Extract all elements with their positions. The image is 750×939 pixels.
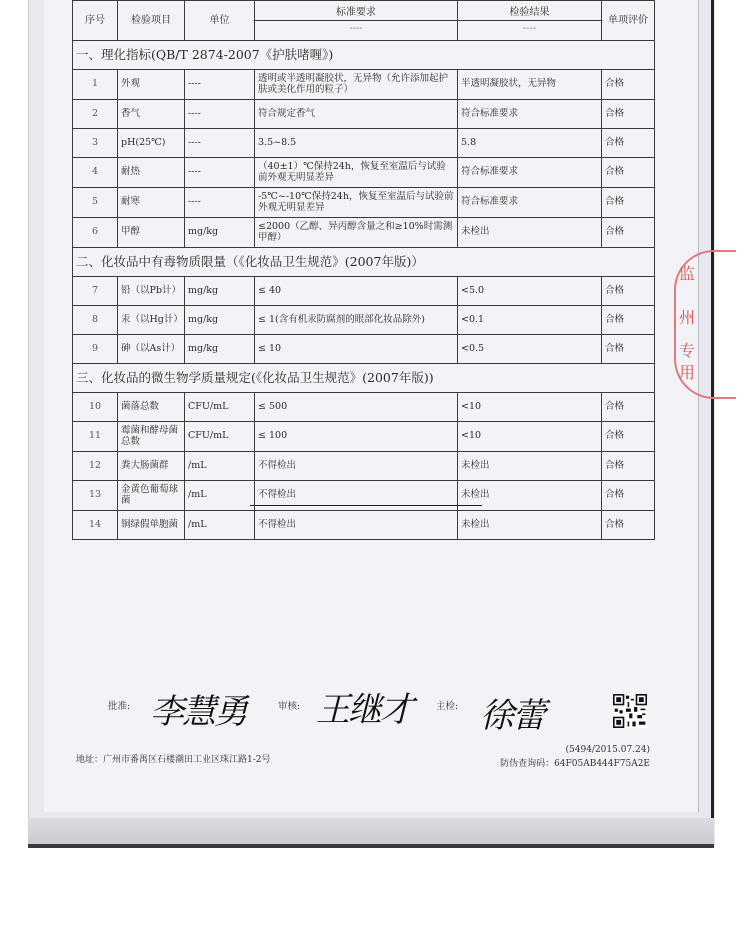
row-evaluation: 合格 xyxy=(602,100,655,129)
row-number: 4 xyxy=(73,158,118,188)
review-label: 审核: xyxy=(278,701,301,712)
inspect-signature: 徐蕾 xyxy=(480,696,544,736)
row-result: 半透明凝胶状，无异物 xyxy=(458,70,602,100)
row-evaluation: 合格 xyxy=(602,393,655,422)
row-unit: ---- xyxy=(185,188,255,218)
scan-edge xyxy=(711,0,714,848)
row-number: 3 xyxy=(73,129,118,158)
header-result-label: 检验结果 xyxy=(509,6,550,18)
row-unit: CFU/mL xyxy=(185,393,255,422)
section-header-row xyxy=(73,41,655,70)
section-header-row xyxy=(73,364,655,393)
end-of-table-line xyxy=(250,505,482,506)
row-standard: 透明或半透明凝胶状，无异物（允许添加起护肤或美化作用的粒子） xyxy=(255,70,458,100)
row-standard: ≤ 1(含有机汞防腐剂的眼部化妆品除外) xyxy=(255,306,458,335)
row-result: <0.5 xyxy=(458,335,602,364)
row-unit: mg/kg xyxy=(185,306,255,335)
row-item: 外观 xyxy=(118,70,185,100)
row-result: <0.1 xyxy=(458,306,602,335)
section-title: 一、理化指标(QB/T 2874-2007《护肤啫喱》) xyxy=(73,41,655,70)
stamp-char-3: 专用 xyxy=(678,340,695,383)
row-item: 耐热 xyxy=(118,158,185,188)
row-result: 5.8 xyxy=(458,129,602,158)
row-standard: -5℃~-10℃保持24h，恢复至室温后与试验前外观无明显差异 xyxy=(255,188,458,218)
table-row xyxy=(73,158,655,188)
row-unit: mg/kg xyxy=(185,335,255,364)
row-result: 符合标准要求 xyxy=(458,158,602,188)
row-evaluation: 合格 xyxy=(602,218,655,248)
row-number: 9 xyxy=(73,335,118,364)
table-row xyxy=(73,511,655,540)
header-unit: 单位 xyxy=(185,1,255,41)
row-number: 8 xyxy=(73,306,118,335)
header-standard-label: 标准要求 xyxy=(336,6,376,18)
table-row xyxy=(73,70,655,100)
table-row xyxy=(73,422,655,452)
table-header-row xyxy=(73,1,655,41)
row-evaluation: 合格 xyxy=(602,452,655,481)
row-item: 铅（以Pb计） xyxy=(118,277,185,306)
row-standard: 不得检出 xyxy=(255,511,458,540)
row-unit: ---- xyxy=(185,158,255,188)
scan-bottom-shadow xyxy=(28,844,714,848)
row-standard: ≤ 10 xyxy=(255,335,458,364)
row-unit: ---- xyxy=(185,70,255,100)
row-unit: mg/kg xyxy=(185,277,255,306)
qr-code-icon xyxy=(613,694,647,728)
row-result: 符合标准要求 xyxy=(458,188,602,218)
row-number: 12 xyxy=(73,452,118,481)
row-item: 耐寒 xyxy=(118,188,185,218)
row-result: 未检出 xyxy=(458,511,602,540)
row-result: 未检出 xyxy=(458,218,602,248)
row-unit: ---- xyxy=(185,100,255,129)
row-standard: ≤2000（乙醇、异丙醇含量之和≥10%时需测甲醇） xyxy=(255,218,458,248)
row-result: 未检出 xyxy=(458,481,602,511)
row-number: 5 xyxy=(73,188,118,218)
row-number: 7 xyxy=(73,277,118,306)
approve-label: 批准: xyxy=(108,701,131,712)
row-unit: /mL xyxy=(185,481,255,511)
row-standard: 符合规定香气 xyxy=(255,100,458,129)
table-row xyxy=(73,277,655,306)
row-item: 霉菌和酵母菌总数 xyxy=(118,422,185,452)
table-row xyxy=(73,306,655,335)
row-standard: （40±1）℃保持24h，恢复至室温后与试验前外观无明显差异 xyxy=(255,158,458,188)
row-standard: ≤ 500 xyxy=(255,393,458,422)
section-header-row xyxy=(73,248,655,277)
row-standard: 不得检出 xyxy=(255,481,458,511)
row-item: 金黄色葡萄球菌 xyxy=(118,481,185,511)
row-number: 13 xyxy=(73,481,118,511)
section-title: 三、化妆品的微生物学质量规定(《化妆品卫生规范》(2007年版)) xyxy=(73,364,655,393)
row-number: 2 xyxy=(73,100,118,129)
row-standard: ≤ 40 xyxy=(255,277,458,306)
stamp-char-2: 州 xyxy=(678,308,695,328)
row-item: 菌落总数 xyxy=(118,393,185,422)
row-result: <10 xyxy=(458,393,602,422)
row-result: <10 xyxy=(458,422,602,452)
row-evaluation: 合格 xyxy=(602,335,655,364)
red-stamp xyxy=(672,253,702,393)
row-standard: 不得检出 xyxy=(255,452,458,481)
row-evaluation: 合格 xyxy=(602,481,655,511)
row-evaluation: 合格 xyxy=(602,129,655,158)
row-evaluation: 合格 xyxy=(602,277,655,306)
section-title: 二、化妆品中有毒物质限量（《化妆品卫生规范》(2007年版)） xyxy=(73,248,655,277)
table-row xyxy=(73,393,655,422)
row-evaluation: 合格 xyxy=(602,70,655,100)
row-number: 11 xyxy=(73,422,118,452)
header-evaluation: 单项评价 xyxy=(602,1,655,41)
row-item: 汞（以Hg计） xyxy=(118,306,185,335)
row-evaluation: 合格 xyxy=(602,422,655,452)
report-code: (5494/2015.07.24) xyxy=(565,745,650,755)
row-number: 1 xyxy=(73,70,118,100)
table-row xyxy=(73,100,655,129)
row-item: 铜绿假单胞菌 xyxy=(118,511,185,540)
header-item: 检验项目 xyxy=(118,1,185,41)
address-text: 地址：广州市番禺区石楼潮田工业区珠江路1-2号 xyxy=(76,755,271,765)
table-row xyxy=(73,218,655,248)
row-evaluation: 合格 xyxy=(602,511,655,540)
row-result: 未检出 xyxy=(458,452,602,481)
row-item: 砷（以As计） xyxy=(118,335,185,364)
stamp-char-1: 监 xyxy=(678,264,695,283)
header-standard-sub: ---- xyxy=(255,20,457,35)
row-unit: /mL xyxy=(185,511,255,540)
row-evaluation: 合格 xyxy=(602,188,655,218)
row-item: 香气 xyxy=(118,100,185,129)
row-result: 符合标准要求 xyxy=(458,100,602,129)
anti-fake-code: 防伪查询码：64F05AB444F75A2E xyxy=(500,759,650,770)
row-unit: mg/kg xyxy=(185,218,255,248)
row-evaluation: 合格 xyxy=(602,158,655,188)
row-number: 10 xyxy=(73,393,118,422)
table-row xyxy=(73,129,655,158)
row-result: <5.0 xyxy=(458,277,602,306)
review-signature: 王继才 xyxy=(316,690,412,730)
row-unit: /mL xyxy=(185,452,255,481)
row-unit: ---- xyxy=(185,129,255,158)
row-item: pH(25℃) xyxy=(118,129,185,158)
header-result xyxy=(458,1,602,41)
inspect-label: 主检: xyxy=(436,701,459,712)
approve-signature: 李慧勇 xyxy=(150,692,246,732)
row-unit: CFU/mL xyxy=(185,422,255,452)
row-number: 6 xyxy=(73,218,118,248)
table-row xyxy=(73,335,655,364)
row-evaluation: 合格 xyxy=(602,306,655,335)
header-standard xyxy=(255,1,458,41)
inspection-table xyxy=(72,0,655,540)
row-standard: ≤ 100 xyxy=(255,422,458,452)
row-standard: 3.5~8.5 xyxy=(255,129,458,158)
row-number: 14 xyxy=(73,511,118,540)
report-code-block xyxy=(500,743,650,772)
header-result-sub: ---- xyxy=(458,20,601,35)
table-row xyxy=(73,481,655,511)
row-item: 粪大肠菌群 xyxy=(118,452,185,481)
header-seq: 序号 xyxy=(73,1,118,41)
table-row xyxy=(73,188,655,218)
row-item: 甲醇 xyxy=(118,218,185,248)
table-row xyxy=(73,452,655,481)
